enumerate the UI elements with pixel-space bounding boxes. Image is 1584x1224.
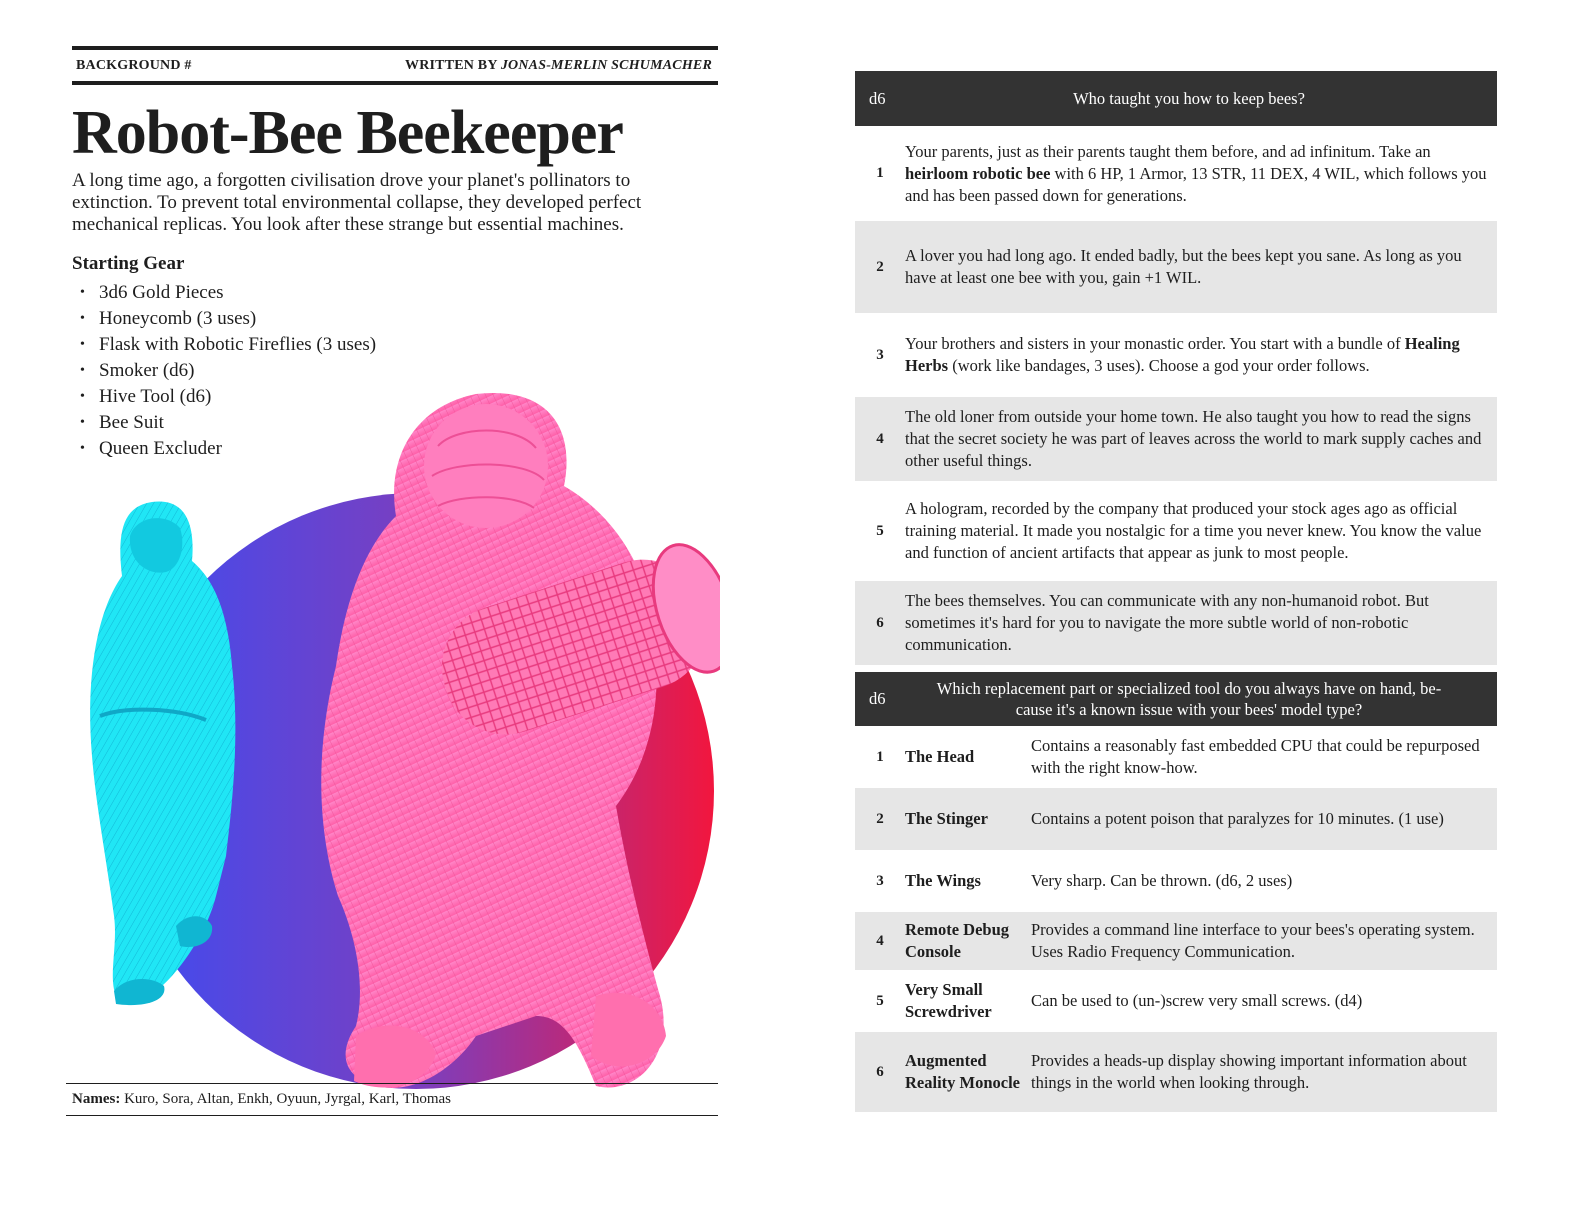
page-title: Robot-Bee Beekeeper (72, 99, 623, 167)
part-name: The Head (905, 747, 975, 766)
table-row (855, 397, 1497, 481)
teacher-table-header (855, 71, 1497, 126)
row-text: The bees themselves. You can communicate with any non-humanoid robot. But sometimes it's hard for you to navigate the more subtle world of non-robotic communication. (905, 591, 1429, 654)
part-name: Augmented Reality Monocle (905, 1051, 1021, 1092)
roll-number: 6 (876, 614, 884, 631)
part-name: The Wings (905, 871, 981, 890)
author-credit (405, 58, 712, 74)
roll-number: 2 (876, 810, 884, 827)
gear-item: • Queen Excluder (80, 436, 376, 462)
roll-number: 5 (876, 992, 884, 1009)
part-name: The Stinger (905, 809, 988, 828)
die-label: d6 (869, 689, 886, 708)
part-description: Very sharp. Can be thrown. (d6, 2 uses) (1031, 871, 1293, 890)
row-text (905, 141, 1497, 207)
gear-item: • Bee Suit (80, 410, 376, 436)
row-text-post: (work like bandages, 3 uses). Choose a god your order follows. (948, 356, 1370, 375)
table-row (855, 912, 1497, 970)
part-description: Provides a heads-up display showing important information about things in the world when looking through. (1031, 1051, 1467, 1092)
table-row (855, 481, 1497, 581)
part-name: Very Small Screwdriver (905, 980, 992, 1021)
row-text: A lover you had long ago. It ended badly, but the bees kept you sane. As long as you have at least one bee with you, gain +1 WIL. (905, 246, 1462, 287)
replacement-table-header (855, 672, 1497, 726)
row-text (905, 333, 1497, 377)
table-row (855, 581, 1497, 665)
part-description: Provides a command line interface to your bees's operating system. Uses Radio Frequency Communication. (1031, 920, 1475, 961)
row-text: The old loner from outside your home town. He also taught you how to read the signs that the secret society he was part of leaves across the world to mark supply caches and other useful things. (905, 407, 1482, 470)
names-list: Kuro, Sora, Altan, Enkh, Oyuun, Jyrgal, Karl, Thomas (124, 1091, 451, 1107)
roll-number: 1 (876, 748, 884, 765)
roll-number: 6 (876, 1063, 884, 1080)
teacher-question: Who taught you how to keep bees? (1073, 89, 1305, 108)
row-text-pre: Your parents, just as their parents taught them before, and ad infinitum. Take an (905, 141, 1431, 161)
written-by-prefix: WRITTEN BY (405, 58, 498, 73)
table-row (855, 850, 1497, 912)
table-row (855, 788, 1497, 850)
names-label: Names: (72, 1091, 121, 1107)
gear-item: • Smoker (d6) (80, 358, 376, 384)
author-name: JONAS-MERLIN SCHUMACHER (500, 58, 712, 73)
die-label: d6 (869, 88, 886, 108)
row-text-pre: Your brothers and sisters in your monastic order. You start with a bundle of (905, 334, 1405, 353)
replacement-question (905, 678, 1497, 720)
roll-number: 3 (876, 346, 884, 363)
row-text: A hologram, recorded by the company that produced your stock ages ago as official training material. It made you nostalgic for a time you never knew. You know the value and function of ancient artifacts that appear as junk to most people. (905, 499, 1482, 562)
roll-number: 4 (876, 932, 884, 949)
starting-gear-heading: Starting Gear (72, 253, 185, 274)
names-bar (66, 1083, 718, 1116)
part-description: Can be used to (un-)screw very small screws. (d4) (1031, 991, 1363, 1010)
beekeeper-illustration (56, 336, 720, 1098)
replacement-part-table (855, 672, 1497, 1112)
teacher-table (855, 71, 1497, 665)
table-row (855, 726, 1497, 788)
roll-number: 4 (876, 430, 884, 447)
part-name: Remote Debug Console (905, 920, 1010, 961)
row-text-bold: heirloom robotic bee (905, 163, 1051, 183)
roll-number: 5 (876, 522, 884, 539)
table-row (855, 1032, 1497, 1112)
page-header-bar (72, 46, 718, 85)
part-description: Contains a potent poison that paralyzes for 10 minutes. (1 use) (1031, 809, 1444, 828)
table-row (855, 221, 1497, 313)
table-row (855, 126, 1497, 221)
roll-number: 3 (876, 872, 884, 889)
roll-number: 1 (876, 165, 884, 181)
gear-item: • Hive Tool (d6) (80, 384, 376, 410)
part-description: Contains a reasonably fast embedded CPU that could be repurposed with the right know-how. (1031, 736, 1480, 777)
row-text-bold: Healing Herbs (905, 334, 1460, 375)
table-row (855, 313, 1497, 397)
gear-item: • Honeycomb (3 uses) (80, 306, 376, 332)
intro-paragraph: A long time ago, a forgotten civilisation drove your planet's pollinators to extinction. To prevent total environmental collapse, they developed perfect mechanical replicas. You look after these strange but essential machines. (72, 170, 642, 235)
background-number-label: BACKGROUND # (76, 58, 192, 73)
question-line-1: Which replacement part or specialized tool do you always have on hand, be- (936, 679, 1442, 698)
gear-item: • Flask with Robotic Fireflies (3 uses) (80, 332, 376, 358)
table-row (855, 970, 1497, 1032)
roll-number: 2 (876, 258, 884, 275)
left-page (72, 46, 720, 1126)
gear-item: • 3d6 Gold Pieces (80, 280, 376, 306)
question-line-2: cause it's a known issue with your bees' model type? (1015, 700, 1363, 719)
row-text-post: with 6 HP, 1 Armor, 13 STR, 11 DEX, 4 WIL, which follows you and has been passed down for generations. (905, 163, 1487, 205)
